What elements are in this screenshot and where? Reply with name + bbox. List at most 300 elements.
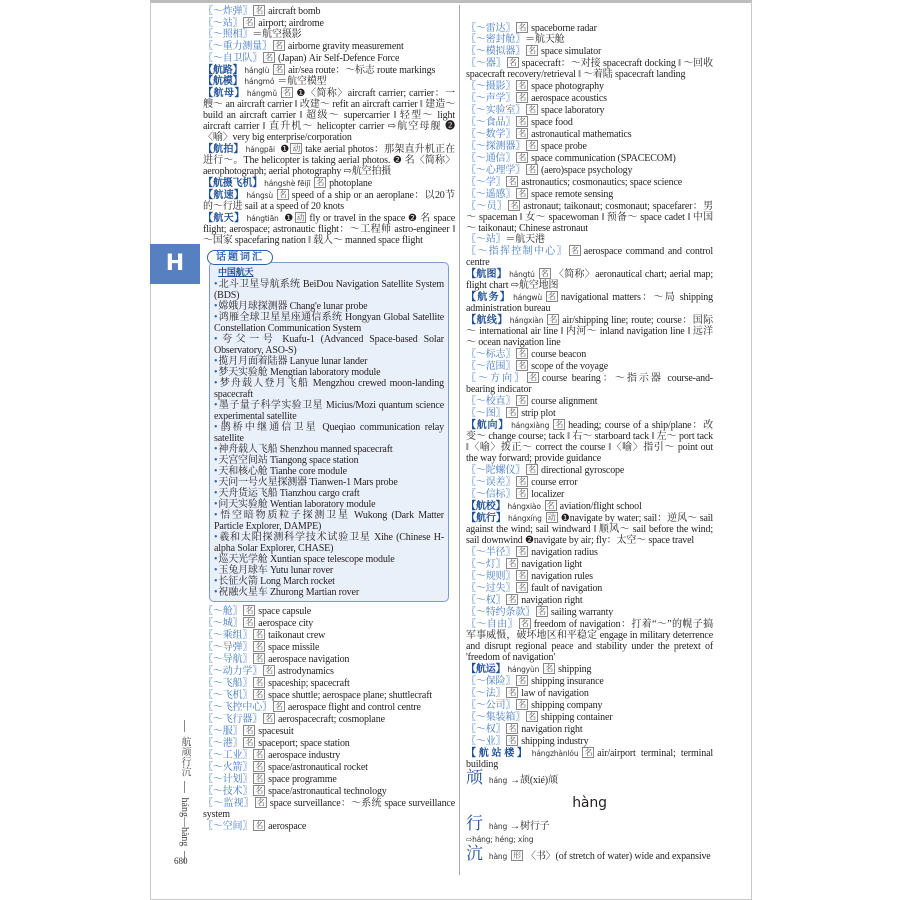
headword: 【 航速 】 <box>203 190 244 201</box>
pos-tag: 名 <box>255 762 264 771</box>
definition: aerospace acoustics <box>531 93 607 104</box>
headword: 〖 ～半径 〗 <box>466 547 515 558</box>
page-number: 680 <box>174 856 188 866</box>
pos-tag: 名 <box>255 6 264 15</box>
headword: 〖 ～自由 〗 <box>466 619 518 630</box>
pos-tag: 名 <box>508 736 517 745</box>
pos-tag: 名 <box>529 373 537 382</box>
topic-items <box>214 279 444 598</box>
definition: scope of the voyage <box>531 361 608 372</box>
headword: 〖 ～站 〗 <box>203 18 242 29</box>
definition: air/sea route：～标志 route markings <box>288 65 436 76</box>
pos-tag: 名 <box>549 315 558 324</box>
sub-entry <box>203 5 455 17</box>
definition: sailing warranty <box>550 607 614 618</box>
headword: 〖 ～舱 〗 <box>203 606 242 617</box>
headword: 〖 ～食品 〗 <box>466 117 515 128</box>
pinyin: hángmó <box>244 77 275 86</box>
pos-tag: 动 <box>547 513 556 522</box>
definition: space probe <box>540 141 587 152</box>
char-entry-kang <box>466 846 713 865</box>
sub-entry <box>466 164 713 176</box>
definition: air/shipping line; route; course：国际～ international air line ‖ 内河～ inland navigation line ‖ 远洋～ ocean navigation line <box>466 315 713 348</box>
headword: 〖 ～保险 〗 <box>466 676 515 687</box>
headword: 【 航母 】 <box>203 88 245 99</box>
headword: 〖 ～标志 〗 <box>466 349 515 360</box>
sub-entry <box>203 701 455 713</box>
pos-tag: 名 <box>518 547 527 556</box>
definition: navigation right <box>521 724 583 735</box>
headword: 〖 ～误差 〗 <box>466 477 515 488</box>
sub-entry <box>203 29 455 40</box>
headword: 【 航向 】 <box>466 420 509 431</box>
column-divider <box>459 5 460 875</box>
definition: shipping container <box>540 712 613 723</box>
pos-tag: 名 <box>518 477 527 486</box>
sub-entry <box>466 675 713 687</box>
pos-tag: 名 <box>518 700 527 709</box>
definition: take aerial photos：那架直升机正在进行～。The helicopter is taking aerial photos. ❷ 名〈简称〉aerophotograph; aerial photography ⇨航空拍摄 <box>203 144 455 177</box>
pos-tag: 名 <box>537 607 546 616</box>
right-column <box>466 22 713 865</box>
topic-item: • 揽月月面着陆器 Lanyue lunar lander <box>214 356 444 367</box>
headword: 【 航线 】 <box>466 315 508 326</box>
main-entry <box>466 314 713 348</box>
definition: fault of navigation <box>531 583 603 594</box>
sub-entry <box>466 104 713 116</box>
sub-entry <box>466 152 713 164</box>
sub-entry <box>466 22 713 34</box>
headword: 【 航路 】 <box>203 65 242 76</box>
definition: (Japan) Air Self-Defence Force <box>277 53 400 64</box>
definition: space remote sensing <box>531 189 614 200</box>
headword: 〖 ～图 〗 <box>466 408 505 419</box>
definition: heading; course of a ship/plane：改变～ change course; tack ‖ 右～ starboard tack ‖ 左～ port tack ‖〈喻〉拨正～ correct the course ‖〈喻〉指引～ point out the way forward; provide guidance <box>466 420 713 464</box>
topic-item: • 天和核心舱 Tianhe core module <box>214 466 444 477</box>
sub-entry <box>466 92 713 104</box>
definition: astronaut; taikonaut; cosmonaut; spacefarer：男～ spaceman ‖ 女～ spacewoman ‖ 预备～ space cadet ‖ 中国～ taikonaut; Chinese astronaut <box>466 201 713 234</box>
sub-entry <box>466 372 713 395</box>
definition: spacesuit <box>258 726 294 737</box>
headword: 〖 ～计划 〗 <box>203 774 252 785</box>
topic-vocabulary-box <box>209 250 449 602</box>
pinyin: hángtú <box>509 270 535 279</box>
sub-entry <box>203 761 455 773</box>
headword: 〖 ～心理学 〗 <box>466 165 525 176</box>
pos-tag: 名 <box>528 141 536 150</box>
headword: 〖 ～飞控中心 〗 <box>203 702 272 713</box>
sub-entry <box>203 713 455 725</box>
thumb-rule <box>184 720 185 732</box>
headword: 〖 ～业 〗 <box>466 736 505 747</box>
sub-entry <box>466 245 713 268</box>
pinyin: hángxiàng <box>511 421 550 430</box>
pos-tag: 名 <box>518 189 527 198</box>
sub-entry <box>466 687 713 699</box>
definition: →树行子 <box>510 821 550 832</box>
definition: space simulator <box>540 46 602 57</box>
topic-item: • 问天实验舱 Wentian laboratory module <box>214 499 444 510</box>
topic-item: • 鸿雁全球卫星星座通信系统 Hongyan Global Satellite Constellation Communication System <box>214 312 444 334</box>
pos-tag: 名 <box>255 821 264 830</box>
pos-tag: 名 <box>508 595 517 604</box>
headword: 〖 ～重力测量 〗 <box>203 41 272 52</box>
pos-tag: 名 <box>316 178 325 187</box>
pinyin: hángshè fēijī <box>264 179 311 188</box>
pos-tag: 名 <box>508 724 517 733</box>
sub-entry <box>203 40 455 52</box>
topic-tab: 话题词汇 <box>207 250 273 265</box>
sub-entry <box>466 618 713 663</box>
sub-entry <box>466 234 713 245</box>
sub-entry <box>466 594 713 606</box>
main-entry <box>466 512 713 546</box>
pos-tag: 名 <box>528 165 536 174</box>
pos-tag: 名 <box>518 129 527 138</box>
definition: course bearing：～指示器 course-and-bearing indicator <box>466 373 713 395</box>
thumb-chars: 航颃行沆 <box>179 736 190 777</box>
sub-entry <box>466 488 713 500</box>
sub-entry <box>203 17 455 29</box>
definition: airborne gravity measurement <box>287 41 404 52</box>
main-entry <box>466 663 713 675</box>
pos-tag: 名 <box>545 664 554 673</box>
pos-tag: 名 <box>518 93 527 102</box>
topic-item: • 羲和太阳探测科学技术试验卫星 Xihe (Chinese H-alpha Solar Explorer, CHASE) <box>214 532 444 554</box>
char-entry-hang2 <box>466 770 713 789</box>
pos-tag: 名 <box>570 246 579 255</box>
sense-number: ❶ <box>279 144 290 155</box>
pos-tag: 名 <box>257 798 265 807</box>
definition: aerospace industry <box>268 750 341 761</box>
headword: 〖 ～照相 〗 <box>203 29 252 40</box>
headword: 〖 ～港 〗 <box>203 738 242 749</box>
headword: 〖 ～飞船 〗 <box>203 678 252 689</box>
sub-entry <box>466 735 713 747</box>
sub-entry <box>203 797 455 820</box>
headword: 〖 ～员 〗 <box>466 201 507 212</box>
topic-item: • 天问一号火星探测器 Tianwen-1 Mars probe <box>214 477 444 488</box>
topic-item: • 玉兔月球车 Yutu lunar rover <box>214 565 444 576</box>
pos-tag: 名 <box>520 619 529 628</box>
headword: 【 航站楼 】 <box>466 748 530 759</box>
main-entry <box>203 177 455 189</box>
main-entry <box>466 268 713 291</box>
pos-tag: 名 <box>518 583 527 592</box>
topic-item: • 鹊桥中继通信卫星 Queqiao communication relay satellite <box>214 422 444 444</box>
page-thumb-index <box>176 718 192 865</box>
pos-tag: 名 <box>245 606 254 615</box>
headword: 〖 ～空间 〗 <box>203 821 252 832</box>
definition: space photography <box>531 81 604 92</box>
sub-entry <box>203 737 455 749</box>
definition: shipping company <box>531 700 603 711</box>
sub-entry <box>466 476 713 488</box>
topic-item: • 梦舟载人登月飞船 Mengzhou crewed moon-landing spacecraft <box>214 378 444 400</box>
headword: 〖 ～乘组 〗 <box>203 630 252 641</box>
sub-entry <box>466 116 713 128</box>
pos-tag: 名 <box>548 292 556 301</box>
main-entry <box>203 189 455 212</box>
headword: 【 航摄飞机 】 <box>203 178 262 189</box>
sub-entry <box>203 785 455 797</box>
main-entry <box>466 419 713 464</box>
sub-entry <box>203 617 455 629</box>
pos-tag: 名 <box>584 748 593 757</box>
sub-entry <box>203 665 455 677</box>
definition: navigational matters：～局 shipping administration bureau <box>466 292 714 314</box>
pos-tag: 名 <box>245 726 254 735</box>
sub-entry <box>203 689 455 701</box>
sub-entry <box>466 45 713 57</box>
headword: 〖 ～监视 〗 <box>203 798 254 809</box>
headword: 〖 ～站 〗 <box>466 234 505 245</box>
pos-tag: 名 <box>508 58 517 67</box>
definition: astrodynamics <box>277 666 334 677</box>
headword: 〖 ～器 〗 <box>466 58 506 69</box>
pos-tag: 名 <box>255 642 264 651</box>
pinyin: hángxiàn <box>509 316 544 325</box>
headword: 【 航校 】 <box>466 501 505 512</box>
pos-tag: 名 <box>518 361 527 370</box>
sub-entry <box>466 348 713 360</box>
headword: 〖 ～自卫队 〗 <box>203 53 262 64</box>
headword: 〖 ～摄影 〗 <box>466 81 515 92</box>
topic-item: • 天舟货运飞船 Tianzhou cargo craft <box>214 488 444 499</box>
pinyin: hángsù <box>246 191 273 200</box>
headword: 〖 ～通信 〗 <box>466 153 515 164</box>
topic-item: • 长征火箭 Long March rocket <box>214 576 444 587</box>
headword: 〖 ～雷达 〗 <box>466 23 515 34</box>
sub-entry <box>466 395 713 407</box>
main-entry <box>466 747 713 770</box>
topic-item: • 夸父一号 Kuafu-1 (Advanced Space-based Solar Observatory, ASO-S) <box>214 334 444 356</box>
definition: spacecraft：～对接 spacecraft docking ‖ ～回收 spacecraft recovery/retrieval ‖ ～着陆 spacecraft landing <box>466 58 713 80</box>
pinyin: hàng <box>488 852 508 861</box>
topic-item: • 梦天实验舱 Mengtian laboratory module <box>214 367 444 378</box>
definition: speed of a ship or an aeroplane：以20节的～行进 sail at a speed of 20 knots <box>203 190 455 212</box>
pos-tag: 形 <box>513 851 521 860</box>
definition: air/airport terminal; terminal building <box>466 748 713 770</box>
pos-tag: 名 <box>528 712 536 721</box>
headword: 【 航天 】 <box>203 213 245 224</box>
definition: photoplane <box>329 178 373 189</box>
pos-tag: 名 <box>508 177 517 186</box>
sub-entry <box>466 582 713 594</box>
pos-tag: 名 <box>255 678 264 687</box>
definition: ＝航空摄影 <box>252 29 302 40</box>
sub-entry <box>466 606 713 618</box>
definition: shipping industry <box>521 736 589 747</box>
sub-entry <box>466 558 713 570</box>
pinyin-section-heading: hàng <box>572 795 607 811</box>
pos-tag: 名 <box>528 46 536 55</box>
pos-tag: 名 <box>540 269 549 278</box>
headword: 〖 ～技术 〗 <box>203 786 252 797</box>
definition: shipping <box>558 664 592 675</box>
pinyin: hángxíng <box>508 514 542 523</box>
definition: navigation light <box>521 559 582 570</box>
definition: space/astronautical technology <box>268 786 387 797</box>
pos-tag: 名 <box>518 117 527 126</box>
headword: 【 航模 】 <box>203 76 242 87</box>
pos-tag: 名 <box>518 396 527 405</box>
topic-item: • 神舟载人飞船 Shenzhou manned spacecraft <box>214 444 444 455</box>
definition: space communication (SPACECOM) <box>531 153 676 164</box>
sub-entry <box>203 52 455 64</box>
sub-entry <box>466 57 713 80</box>
definition: navigation radius <box>531 547 598 558</box>
headword: 〖 ～声学 〗 <box>466 93 515 104</box>
definition: taikonaut crew <box>268 630 326 641</box>
pinyin: hángmǔ <box>246 89 277 98</box>
main-entry <box>466 500 713 512</box>
entries-after-topic <box>203 605 455 832</box>
pinyin: hángwù <box>513 293 543 302</box>
headword: 【 航运 】 <box>466 664 505 675</box>
headword: 〖 ～灯 〗 <box>466 559 505 570</box>
head-char: 颃 <box>466 768 483 787</box>
sub-entry <box>466 140 713 152</box>
definition: space programme <box>268 774 337 785</box>
sub-entry <box>466 711 713 723</box>
headword: 〖 ～实验室 〗 <box>466 105 525 116</box>
section-tab-h[interactable]: H <box>150 244 200 284</box>
headword: 〖 ～飞行器 〗 <box>203 714 262 725</box>
headword: 【 航务 】 <box>466 292 511 303</box>
headword: 〖 ～公司 〗 <box>466 700 515 711</box>
definition: fly or travel in the space ❷ 名 space flight; aerospace; astronautic flight：～工程师 astro-engineer ‖ ～国家 spacefaring nation ‖ 载人～ manned space flight <box>203 213 456 246</box>
pos-tag: 名 <box>518 81 527 90</box>
definition: space laboratory <box>540 105 605 116</box>
definition: aerospace city <box>258 618 314 629</box>
headword: 〖 ～特约条款 〗 <box>466 607 535 618</box>
topic-item: • 墨子量子科学实验卫星 Micius/Mozi quantum science experimental satellite <box>214 400 444 422</box>
headword: 【 航行 】 <box>466 513 506 524</box>
sub-entry <box>466 407 713 419</box>
headword: 〖 ～过失 〗 <box>466 583 515 594</box>
sub-entry <box>466 128 713 140</box>
definition: localizer <box>531 489 565 500</box>
definition: aerospace navigation <box>268 654 350 665</box>
pos-tag: 名 <box>245 738 254 747</box>
pos-tag: 名 <box>274 702 283 711</box>
headword: 〖 ～工业 〗 <box>203 750 252 761</box>
pos-tag: 名 <box>274 41 283 50</box>
pos-tag: 动 <box>292 144 301 153</box>
pos-tag: 名 <box>278 190 287 199</box>
definition: directional gyroscope <box>540 465 625 476</box>
topic-item: • 北斗卫星导航系统 BeiDou Navigation Satellite System (BDS) <box>214 279 444 301</box>
headword: 〖 ～校直 〗 <box>466 396 515 407</box>
pos-tag: 名 <box>518 489 527 498</box>
sub-entry <box>203 677 455 689</box>
headword: 〖 ～法 〗 <box>466 688 505 699</box>
pos-tag: 名 <box>255 654 264 663</box>
pos-tag: 名 <box>518 349 527 358</box>
main-entry <box>203 64 455 76</box>
sub-entry <box>203 605 455 617</box>
sub-entry <box>466 570 713 582</box>
definition: space food <box>531 117 573 128</box>
pos-tag: 名 <box>255 750 264 759</box>
sub-entry <box>203 820 455 832</box>
pos-tag: 名 <box>555 420 564 429</box>
headword: 〖 ～密封舱 〗 <box>466 34 525 45</box>
headword: 〖 ～指挥控制中心 〗 <box>466 246 568 257</box>
headword: 【 航拍 】 <box>203 144 244 155</box>
headword: 〖 ～集装箱 〗 <box>466 712 525 723</box>
char-entry-xing <box>466 816 713 845</box>
main-entry <box>203 212 455 246</box>
definition: ＝航天舱 <box>525 34 565 45</box>
definition: aerospace flight and control centre <box>287 702 421 713</box>
sub-entry <box>466 200 713 234</box>
headword: 〖 ～权 〗 <box>466 724 505 735</box>
definition: navigation rules <box>531 571 593 582</box>
pos-tag: 名 <box>265 53 273 62</box>
definition: aircraft bomb <box>268 6 321 17</box>
definition: law of navigation <box>521 688 589 699</box>
head-char: 行 <box>466 814 483 833</box>
definition: space capsule <box>258 606 312 617</box>
topic-item: • 嫦娥月球探测器 Chang'e lunar probe <box>214 301 444 312</box>
sub-entry <box>203 773 455 785</box>
definition: ＝航空模型 <box>277 76 327 87</box>
sub-entry <box>466 188 713 200</box>
pos-tag: 动 <box>296 213 305 222</box>
topic-subtitle: 中国航天 <box>218 267 254 277</box>
pos-tag: 名 <box>275 65 284 74</box>
pinyin: hàng <box>488 822 508 831</box>
topic-item: • 天宫空间站 Tiangong space station <box>214 455 444 466</box>
topic-item: • 祝融火星车 Zhurong Martian rover <box>214 587 444 598</box>
headword: 〖 ～火箭 〗 <box>203 762 252 773</box>
headword: 〖 ～方向 〗 <box>466 373 526 384</box>
pos-tag: 名 <box>255 630 264 639</box>
definition: strip plot <box>521 408 556 419</box>
definition: (aero)space psychology <box>540 165 633 176</box>
headword: 〖 ～动力学 〗 <box>203 666 262 677</box>
main-entry <box>203 76 455 87</box>
sub-entry <box>203 725 455 737</box>
sub-entry <box>466 360 713 372</box>
definition: astronautical mathematics <box>531 129 632 140</box>
headword: 〖 ～导航 〗 <box>203 654 252 665</box>
sub-entry <box>203 653 455 665</box>
headword: 〖 ～炸弹 〗 <box>203 6 252 17</box>
pinyin: hángtiān <box>246 214 279 223</box>
sub-entry <box>466 176 713 188</box>
definition: airport; airdrome <box>258 18 324 29</box>
headword: 〖 ～权 〗 <box>466 595 505 606</box>
pos-tag: 名 <box>518 676 527 685</box>
definition: 〈简称〉aeronautical chart; aerial map; flight chart ⇨航空地图 <box>466 269 713 291</box>
sub-entry <box>203 641 455 653</box>
definition: 〈书〉(of stretch of water) wide and expansive <box>525 851 711 862</box>
head-char: 沆 <box>466 844 483 863</box>
definition: →颉(xié)颃 <box>510 775 558 786</box>
pos-tag: 名 <box>508 559 517 568</box>
pos-tag: 名 <box>518 571 527 580</box>
pinyin: hángxiào <box>507 502 541 511</box>
headword: 〖 ～数学 〗 <box>466 129 515 140</box>
pos-tag: 名 <box>245 18 254 27</box>
definition: spaceport; space station <box>258 738 350 749</box>
sub-entry <box>466 80 713 92</box>
definition: ❶〈简称〉aircraft carrier; carrier：一艘～ an aircraft carrier ‖ 改建～ refit an aircraft carrier ‖ 建造～ build an aircraft carrier ‖ 超级～ supercarrier ‖ 轻型～ light aircraft carrier ‖ 直升机～ helicopter carrier ⇨航空母舰 ❷〈喻〉very big enterprise/corporation <box>203 88 456 143</box>
sense-number: ❶ <box>283 213 294 224</box>
